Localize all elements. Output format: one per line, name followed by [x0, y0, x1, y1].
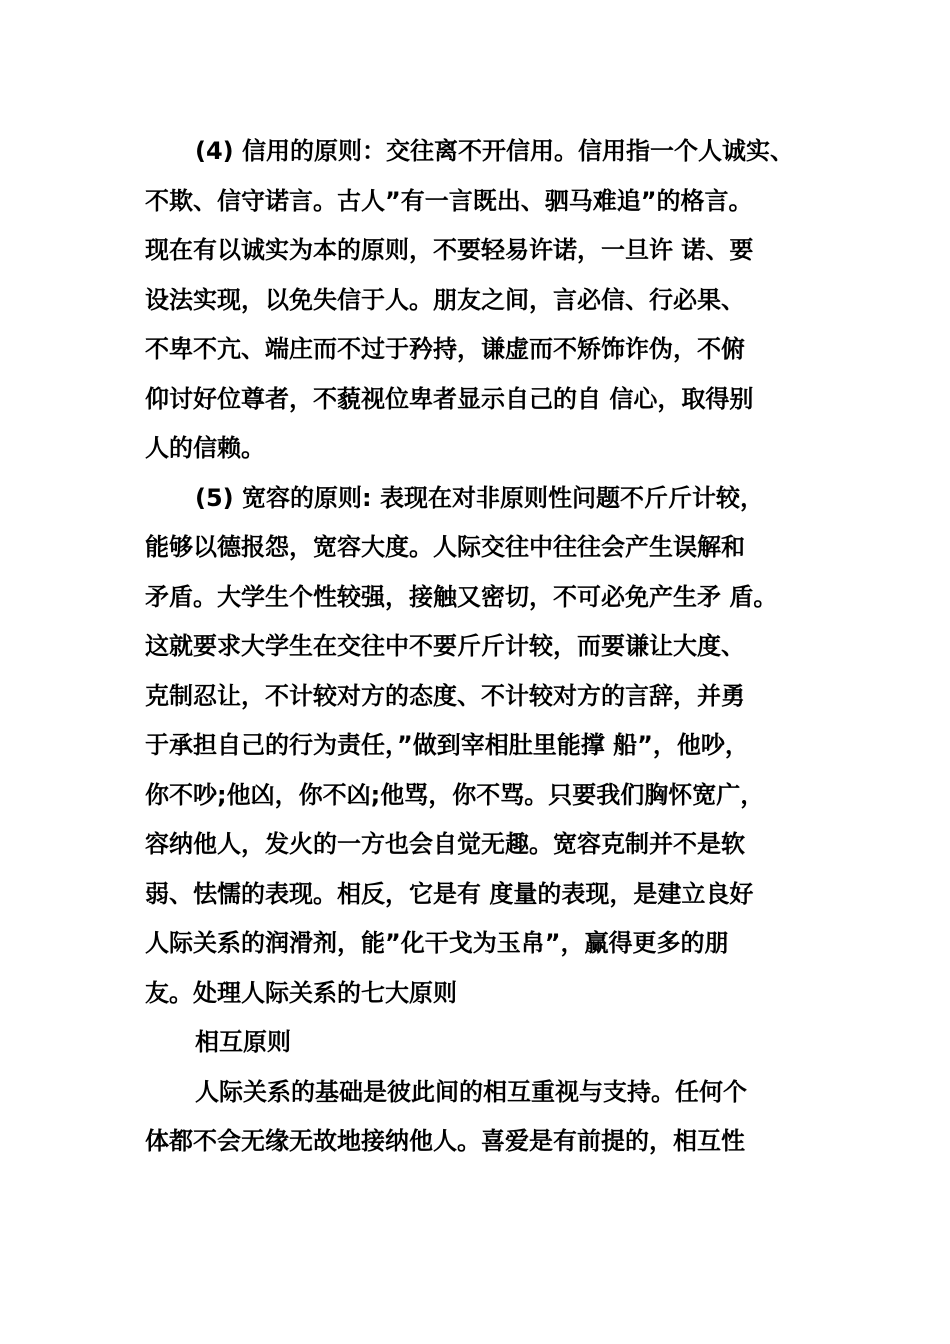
text-line: 现在有以诚实为本的原则，不要轻易许诺，一旦许 诺、要	[145, 236, 754, 264]
document-body	[145, 127, 835, 1167]
text-line: 设法实现，以免失信于人。朋友之间，言必信、行必果、	[145, 285, 745, 314]
text-line: 容纳他人，发火的一方也会自觉无趣。宽容克制并不是软	[145, 830, 745, 858]
text-line: 人际关系的润滑剂，能”化干戈为玉帛”，赢得更多的朋	[145, 929, 729, 957]
text-line: 能够以德报怨，宽容大度。人际交往中往往会产生误解和	[145, 533, 745, 561]
text-line: 这就要求大学生在交往中不要斤斤计较，而要谦让大度、	[145, 632, 745, 660]
text-line: 于承担自己的行为责任，”做到宰相肚里能撑 船”，他吵，	[145, 731, 749, 759]
text-line: 弱、怯懦的表现。相反，它是有 度量的表现，是建立良好	[145, 879, 754, 908]
text-line: 仰讨好位尊者，不藐视位卑者显示自己的自 信心，取得别	[145, 384, 754, 413]
text-line: 体都不会无缘无故地接纳他人。喜爱是有前提的，相互性	[145, 1127, 745, 1155]
text-line: 不欺、信守诺言。古人”有一言既出、驷马难追”的格言。	[145, 186, 753, 215]
text-line: 克制忍让，不计较对方的态度、不计较对方的言辞，并勇	[145, 681, 745, 710]
paragraph-credit-heading-line: (4) 信用的原则：交往离不开信用。信用指一个人诚实、	[195, 137, 794, 165]
text-line: 不卑不亢、端庄而不过于矜持，谦虚而不矫饰诈伪，不俯	[145, 335, 745, 363]
paragraph-mutual-first-line: 人际关系的基础是彼此间的相互重视与支持。任何个	[195, 1077, 747, 1106]
text-line: 你不吵;他凶，你不凶;他骂，你不骂。只要我们胸怀宽广，	[145, 780, 765, 809]
text-line: 人的信赖。	[145, 434, 265, 462]
section-heading-mutual-principle: 相互原则	[195, 1028, 291, 1056]
paragraph-tolerance-heading-line: (5) 宽容的原则: 表现在对非原则性问题不斤斤计较，	[195, 483, 764, 512]
text-line: 友。处理人际关系的七大原则	[145, 978, 457, 1007]
text-line: 矛盾。大学生个性较强，接触又密切，不可必免产生矛 盾。	[145, 582, 778, 611]
